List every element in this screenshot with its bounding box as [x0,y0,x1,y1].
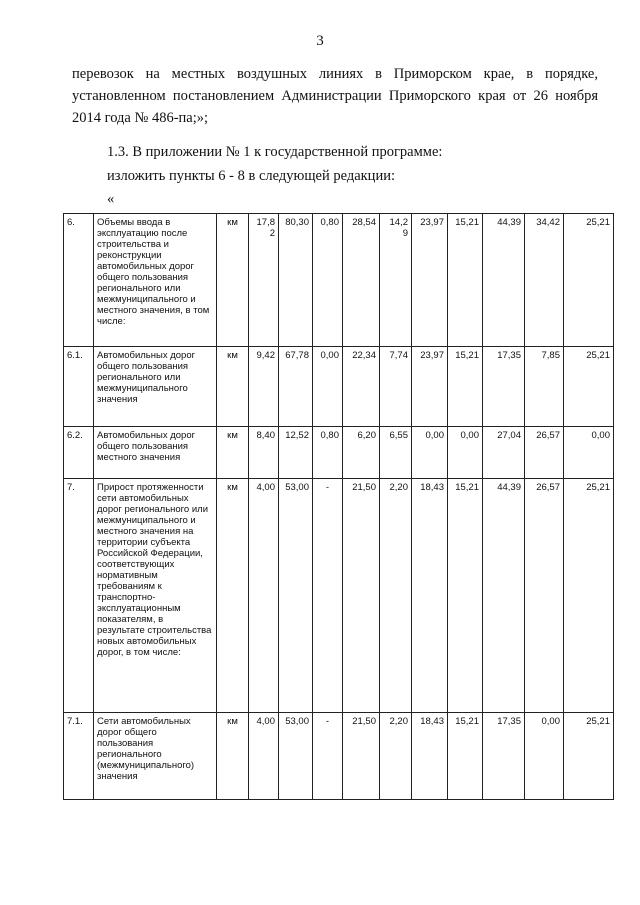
row-value-10: 25,21 [564,713,614,800]
row-value-8: 44,39 [483,214,525,347]
row-value-7: 15,21 [448,713,483,800]
row-value-3: - [313,479,343,713]
table-body [64,214,614,800]
row-name: Объемы ввода в эксплуатацию после строительства и реконструкции автомобильных дорог общего пользования регионального или межмуниципального и местного значения, в том числе: [94,214,217,347]
row-value-2: 67,78 [279,347,313,427]
row-value-2: 80,30 [279,214,313,347]
row-value-5: 6,55 [380,427,412,479]
paragraph-line-3: 2014 года № 486-па;»; [72,110,209,126]
row-value-8: 17,35 [483,347,525,427]
row-unit: км [217,347,249,427]
row-value-10: 25,21 [564,479,614,713]
row-number: 6.1. [64,347,94,427]
row-name: Автомобильных дорог общего пользования регионального или межмуниципального значения [94,347,217,427]
row-value-7: 15,21 [448,214,483,347]
row-value-7: 15,21 [448,347,483,427]
row-value-3: 0,80 [313,214,343,347]
row-unit: км [217,427,249,479]
table-row [64,479,614,713]
row-number: 7. [64,479,94,713]
row-name: Прирост протяженности сети автомобильных дорог регионального или межмуниципального и местного значения на территории субъекта Российской Федерации, соответствующих нормативным требованиям к транспортно-эксплуатационным показателям, в результате строительства новых автомобильных дорог, в том числе: [94,479,217,713]
row-value-8: 27,04 [483,427,525,479]
open-quote: « [107,191,115,207]
table-row [64,214,614,347]
row-name: Автомобильных дорог общего пользования местного значения [94,427,217,479]
table-row [64,347,614,427]
row-value-7: 0,00 [448,427,483,479]
indicators-table [63,213,614,800]
row-value-8: 44,39 [483,479,525,713]
row-value-9: 26,57 [525,427,564,479]
row-value-3: - [313,713,343,800]
row-value-6: 18,43 [412,479,448,713]
row-value-1: 9,42 [249,347,279,427]
row-value-9: 7,85 [525,347,564,427]
row-value-2: 53,00 [279,479,313,713]
row-value-10: 0,00 [564,427,614,479]
row-number: 6.2. [64,427,94,479]
row-value-10: 25,21 [564,214,614,347]
row-value-4: 21,50 [343,479,380,713]
row-number: 6. [64,214,94,347]
row-value-3: 0,00 [313,347,343,427]
row-value-6: 18,43 [412,713,448,800]
table-row [64,427,614,479]
row-value-1: 4,00 [249,479,279,713]
row-value-2: 12,52 [279,427,313,479]
row-value-3: 0,80 [313,427,343,479]
row-value-5: 7,74 [380,347,412,427]
row-value-5: 14,2 9 [380,214,412,347]
row-value-4: 22,34 [343,347,380,427]
row-value-6: 23,97 [412,214,448,347]
row-value-4: 28,54 [343,214,380,347]
row-unit: км [217,479,249,713]
row-value-6: 23,97 [412,347,448,427]
row-value-5: 2,20 [380,713,412,800]
row-number: 7.1. [64,713,94,800]
row-value-7: 15,21 [448,479,483,713]
row-value-1: 8,40 [249,427,279,479]
page-number: 3 [316,33,324,49]
row-value-9: 34,42 [525,214,564,347]
instruction-text: изложить пункты 6 - 8 в следующей редакции: [107,168,395,184]
paragraph-line-1: перевозок на местных воздушных линиях в Приморском крае, в порядке, [72,66,598,82]
row-value-1: 17,8 2 [249,214,279,347]
row-name: Сети автомобильных дорог общего пользования регионального (межмуниципального) значения [94,713,217,800]
row-value-1: 4,00 [249,713,279,800]
paragraph-line-2: установленном постановлением Администрации Приморского края от 26 ноября [72,88,598,104]
row-value-9: 0,00 [525,713,564,800]
table-row [64,713,614,800]
row-unit: км [217,214,249,347]
row-value-6: 0,00 [412,427,448,479]
row-value-10: 25,21 [564,347,614,427]
row-value-9: 26,57 [525,479,564,713]
row-value-8: 17,35 [483,713,525,800]
row-value-4: 21,50 [343,713,380,800]
row-value-5: 2,20 [380,479,412,713]
row-unit: км [217,713,249,800]
row-value-4: 6,20 [343,427,380,479]
row-value-2: 53,00 [279,713,313,800]
item-heading: 1.3. В приложении № 1 к государственной программе: [107,144,443,160]
